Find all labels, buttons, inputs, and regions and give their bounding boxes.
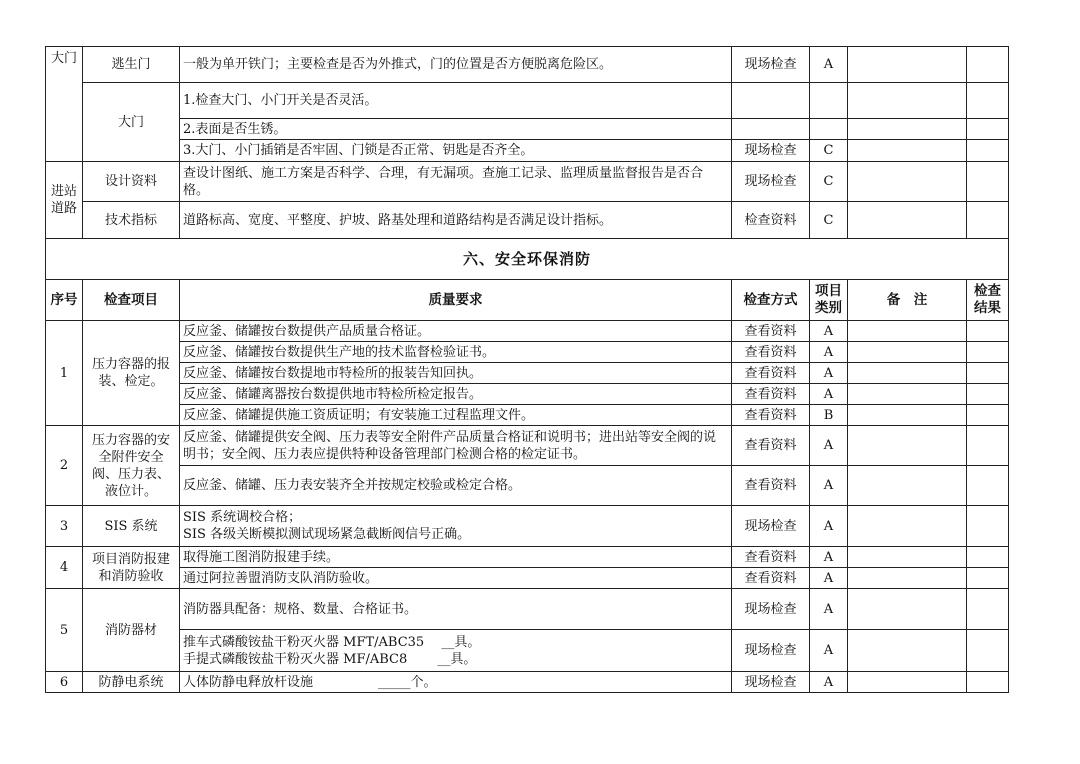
note-cell [848, 672, 967, 693]
result-cell [967, 119, 1009, 140]
result-cell [967, 321, 1009, 342]
class-cell: A [810, 426, 848, 466]
result-cell [967, 47, 1009, 83]
requirement-cell: 一般为单开铁门；主要检查是否为外推式，门的位置是否方便脱离危险区。 [180, 47, 732, 83]
header-note: 备 注 [848, 280, 967, 321]
table-row [46, 426, 1009, 466]
requirement-cell: 人体防静电释放杆设施 _____个。 [180, 672, 732, 693]
item-cell: 消防器材 [83, 589, 180, 672]
result-cell [967, 466, 1009, 506]
seq-cell: 3 [46, 506, 83, 547]
table-row [46, 140, 1009, 162]
note-cell [848, 83, 967, 119]
method-cell: 现场检查 [732, 589, 810, 630]
result-cell [967, 672, 1009, 693]
result-cell [967, 162, 1009, 202]
header-seq: 序号 [46, 280, 83, 321]
note-cell [848, 630, 967, 672]
result-cell [967, 384, 1009, 405]
note-cell [848, 119, 967, 140]
class-cell: A [810, 342, 848, 363]
class-cell: A [810, 363, 848, 384]
item-cell: 技术指标 [83, 202, 180, 239]
note-cell [848, 363, 967, 384]
requirement-cell: 取得施工图消防报建手续。 [180, 547, 732, 568]
method-cell: 查看资料 [732, 568, 810, 589]
table-row [46, 589, 1009, 630]
result-cell [967, 405, 1009, 426]
class-cell: B [810, 405, 848, 426]
header-method: 检查方式 [732, 280, 810, 321]
requirement-cell: 反应釜、储罐离器按台数提供地市特检所检定报告。 [180, 384, 732, 405]
requirement-cell: 3.大门、小门插销是否牢固、门锁是否正常、钥匙是否齐全。 [180, 140, 732, 162]
header-result: 检查 结果 [967, 280, 1009, 321]
class-cell: A [810, 672, 848, 693]
note-cell [848, 426, 967, 466]
method-cell: 现场检查 [732, 672, 810, 693]
class-cell: C [810, 140, 848, 162]
table-row [46, 83, 1009, 119]
requirement-cell: 道路标高、宽度、平整度、护坡、路基处理和道路结构是否满足设计指标。 [180, 202, 732, 239]
note-cell [848, 506, 967, 547]
table-row [46, 466, 1009, 506]
result-cell [967, 426, 1009, 466]
class-cell: A [810, 630, 848, 672]
seq-cell: 1 [46, 321, 83, 426]
item-cell: SIS 系统 [83, 506, 180, 547]
result-cell [967, 342, 1009, 363]
method-cell [732, 119, 810, 140]
result-cell [967, 363, 1009, 384]
result-cell [967, 568, 1009, 589]
note-cell [848, 202, 967, 239]
header-item: 检查项目 [83, 280, 180, 321]
note-cell [848, 568, 967, 589]
header-class: 项目 类别 [810, 280, 848, 321]
class-cell: A [810, 547, 848, 568]
result-cell [967, 140, 1009, 162]
table-row [46, 568, 1009, 589]
class-cell: C [810, 202, 848, 239]
note-cell [848, 162, 967, 202]
requirement-cell: 2.表面是否生锈。 [180, 119, 732, 140]
class-cell: A [810, 47, 848, 83]
table-row [46, 547, 1009, 568]
table-row [46, 47, 1009, 83]
method-cell: 检查资料 [732, 202, 810, 239]
result-cell [967, 589, 1009, 630]
class-cell: C [810, 162, 848, 202]
category-cell: 进站 道路 [46, 162, 83, 239]
method-cell: 查看资料 [732, 426, 810, 466]
method-cell: 现场检查 [732, 162, 810, 202]
table-row [46, 506, 1009, 547]
method-cell: 查看资料 [732, 363, 810, 384]
requirement-cell: 反应釜、储罐按台数提供产品质量合格证。 [180, 321, 732, 342]
note-cell [848, 384, 967, 405]
method-cell: 查看资料 [732, 342, 810, 363]
class-cell: A [810, 466, 848, 506]
item-cell: 压力容器的安全附件安全阀、压力表、液位计。 [83, 426, 180, 506]
class-cell [810, 83, 848, 119]
section-title: 六、安全环保消防 [46, 239, 1009, 280]
seq-cell: 5 [46, 589, 83, 672]
class-cell: A [810, 321, 848, 342]
method-cell: 现场检查 [732, 47, 810, 83]
requirement-cell: 推车式磷酸铵盐干粉灭火器 MFT/ABC35 __具。 手提式磷酸铵盐干粉灭火器 MF/ABC8 __具。 [180, 630, 732, 672]
class-cell: A [810, 506, 848, 547]
inspection-table [45, 46, 1009, 693]
note-cell [848, 47, 967, 83]
note-cell [848, 342, 967, 363]
requirement-cell: 1.检查大门、小门开关是否灵活。 [180, 83, 732, 119]
seq-cell: 6 [46, 672, 83, 693]
header-requirement: 质量要求 [180, 280, 732, 321]
item-cell: 压力容器的报装、检定。 [83, 321, 180, 426]
class-cell: A [810, 568, 848, 589]
method-cell: 查看资料 [732, 384, 810, 405]
note-cell [848, 321, 967, 342]
method-cell: 现场检查 [732, 630, 810, 672]
requirement-cell: 查设计图纸、施工方案是否科学、合理，有无漏项。查施工记录、监理质量监督报告是否合格。 [180, 162, 732, 202]
class-cell: A [810, 589, 848, 630]
class-cell [810, 119, 848, 140]
note-cell [848, 547, 967, 568]
method-cell: 查看资料 [732, 547, 810, 568]
header-row [46, 280, 1009, 321]
item-cell: 逃生门 [83, 47, 180, 83]
note-cell [848, 589, 967, 630]
method-cell: 查看资料 [732, 321, 810, 342]
class-cell: A [810, 384, 848, 405]
method-cell: 现场检查 [732, 506, 810, 547]
result-cell [967, 506, 1009, 547]
item-cell: 防静电系统 [83, 672, 180, 693]
requirement-cell: 反应釜、储罐按台数提地市特检所的报装告知回执。 [180, 363, 732, 384]
table-row [46, 119, 1009, 140]
section-row [46, 239, 1009, 280]
requirement-cell: 消防器具配备：规格、数量、合格证书。 [180, 589, 732, 630]
requirement-cell: 反应釜、储罐提供安全阀、压力表等安全附件产品质量合格证和说明书；进出站等安全阀的说明书；安全阀、压力表应提供特种设备管理部门检测合格的检定证书。 [180, 426, 732, 466]
table-row [46, 405, 1009, 426]
item-cell: 大门 [83, 83, 180, 162]
method-cell [732, 83, 810, 119]
table-row [46, 672, 1009, 693]
result-cell [967, 202, 1009, 239]
seq-cell: 2 [46, 426, 83, 506]
method-cell: 现场检查 [732, 140, 810, 162]
table-row [46, 342, 1009, 363]
method-cell: 查看资料 [732, 405, 810, 426]
table-row [46, 630, 1009, 672]
item-cell: 项目消防报建和消防验收 [83, 547, 180, 589]
table-row [46, 202, 1009, 239]
table-row [46, 363, 1009, 384]
table-row [46, 384, 1009, 405]
category-cell: 大门 [46, 47, 83, 162]
note-cell [848, 466, 967, 506]
result-cell [967, 547, 1009, 568]
requirement-cell: 反应釜、储罐按台数提供生产地的技术监督检验证书。 [180, 342, 732, 363]
result-cell [967, 83, 1009, 119]
seq-cell: 4 [46, 547, 83, 589]
method-cell: 查看资料 [732, 466, 810, 506]
note-cell [848, 405, 967, 426]
requirement-cell: 反应釜、储罐、压力表安装齐全并按规定校验或检定合格。 [180, 466, 732, 506]
note-cell [848, 140, 967, 162]
table-row [46, 162, 1009, 202]
requirement-cell: 反应釜、储罐提供施工资质证明；有安装施工过程监理文件。 [180, 405, 732, 426]
table-row [46, 321, 1009, 342]
requirement-cell: SIS 系统调校合格； SIS 各级关断模拟测试现场紧急截断阀信号正确。 [180, 506, 732, 547]
requirement-cell: 通过阿拉善盟消防支队消防验收。 [180, 568, 732, 589]
item-cell: 设计资料 [83, 162, 180, 202]
result-cell [967, 630, 1009, 672]
